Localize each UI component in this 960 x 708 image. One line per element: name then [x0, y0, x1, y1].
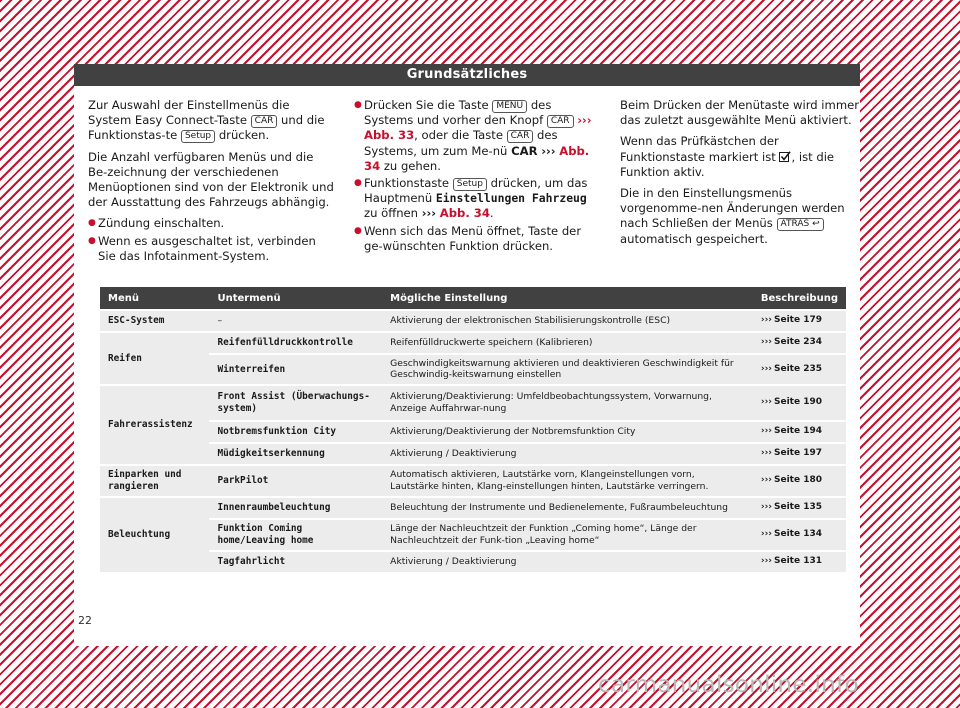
submenu-cell: Notbremsfunktion City: [209, 422, 382, 442]
page-ref-cell[interactable]: ››› Seite 235: [753, 355, 846, 384]
page-ref-cell[interactable]: ››› Seite 234: [753, 333, 846, 353]
page-ref-cell[interactable]: ››› Seite 131: [753, 552, 846, 572]
setting-cell: Aktivierung/Deaktivierung der Notbremsfunktion City: [382, 422, 753, 442]
setting-cell: Länge der Nachleuchtzeit der Funktion „Coming home“, Länge der Nachleuchtzeit der Funk-tion „Leaving home“: [382, 520, 753, 550]
checkbox-checked-icon: [779, 150, 791, 164]
submenu-cell: Müdigkeitserkennung: [209, 444, 382, 464]
car-key: CAR: [507, 130, 534, 143]
setting-cell: Aktivierung / Deaktivierung: [382, 444, 753, 464]
column-header-description: Beschreibung: [753, 287, 846, 309]
table-row: [100, 333, 846, 353]
bullet-ignition: ● Zündung einschalten.: [88, 216, 336, 231]
table-row: [100, 552, 846, 572]
intro-paragraph: Zur Auswahl der Einstellmenüs die System Easy Connect-Taste CAR und die Funktionstas-te Setup drücken.: [88, 98, 325, 143]
page-ref-cell[interactable]: ››› Seite 194: [753, 422, 846, 442]
submenu-cell: Funktion Coming home/Leaving home: [209, 520, 382, 550]
setting-cell: Aktivierung / Deaktivierung: [382, 552, 753, 572]
table-row: [100, 422, 846, 442]
table-header-row: [100, 287, 846, 309]
menu-cell: Einparken und rangieren: [100, 466, 209, 496]
submenu-cell: Winterreifen: [209, 355, 382, 384]
menu-cell: ESC-System: [100, 311, 209, 331]
page-number: 22: [78, 614, 92, 627]
watermark: carmanualsonline.info: [598, 672, 859, 698]
menu-key: MENU: [492, 100, 527, 113]
bullet-setup-key: ● Funktionstaste Setup drücken, um das Hauptmenü Einstellungen Fahrzeug zu öffnen ››› Abb. 34.: [354, 176, 602, 222]
save-paragraph: Die in den Einstellungsmenüs vorgenomme-nen Änderungen werden nach Schließen der Menüs ATRAS ↩ automatisch gespeichert.: [620, 186, 845, 246]
bullet-infotainment: ● Wenn es ausgeschaltet ist, verbinden Sie das Infotainment-System.: [88, 234, 336, 264]
page-ref-cell[interactable]: ››› Seite 135: [753, 498, 846, 518]
setup-key: Setup: [181, 130, 215, 143]
table-row: [100, 466, 846, 496]
table-row: [100, 444, 846, 464]
menu-cell: Reifen: [100, 333, 209, 384]
checkbox-paragraph: Wenn das Prüfkästchen der Funktionstaste markiert ist , ist die Funktion aktiv.: [620, 134, 835, 179]
page-ref-cell[interactable]: ››› Seite 190: [753, 386, 846, 420]
page-ref-cell[interactable]: ››› Seite 179: [753, 311, 846, 331]
table-row: [100, 520, 846, 550]
submenu-cell: ParkPilot: [209, 466, 382, 496]
column-header-setting: Mögliche Einstellung: [382, 287, 753, 309]
bullet-menu-key: ● Drücken Sie die Taste MENU des Systems und vorher den Knopf CAR ››› Abb. 33, oder die Taste CAR des Systems, um zum Me-nü CAR ››› Abb. 34 zu gehen.: [354, 98, 602, 174]
atras-key: ATRAS ↩: [777, 218, 824, 231]
table-row: [100, 311, 846, 331]
text-column-2: [354, 98, 602, 256]
setting-cell: Geschwindigkeitswarnung aktivieren und deaktivieren Geschwindigkeit für Geschwindig-keitswarnung einstellen: [382, 355, 753, 384]
figure-ref[interactable]: Abb. 33: [364, 128, 415, 143]
page-ref-cell[interactable]: ››› Seite 134: [753, 520, 846, 550]
bullet-select-function: ● Wenn sich das Menü öffnet, Taste der ge-wünschten Funktion drücken.: [354, 224, 602, 254]
section-title: Grundsätzliches: [74, 64, 860, 86]
manual-page: [74, 64, 860, 646]
submenu-cell: Reifenfülldruckkontrolle: [209, 333, 382, 353]
car-key: CAR: [251, 115, 278, 128]
figure-ref[interactable]: Abb. 34: [364, 143, 590, 173]
table-row: [100, 498, 846, 518]
submenu-cell: Tagfahrlicht: [209, 552, 382, 572]
submenu-cell: –: [209, 311, 382, 331]
menu-name: Einstellungen Fahrzeug: [435, 191, 587, 206]
last-menu-paragraph: Beim Drücken der Menütaste wird immer das zuletzt ausgewählte Menü aktiviert.: [620, 98, 860, 128]
column-header-menu: Menü: [100, 287, 209, 309]
setting-cell: Aktivierung/Deaktivierung: Umfeldbeobachtungssystem, Vorwarnung, Anzeige Auffahrwar-nung: [382, 386, 753, 420]
table-row: [100, 355, 846, 384]
car-key: CAR: [547, 115, 574, 128]
menus-paragraph: Die Anzahl verfügbaren Menüs und die Be-zeichnung der verschiedenen Menüoptionen sind von der Elektronik und der Ausstattung des Fahrzeugs abhängig.: [88, 149, 334, 210]
column-header-submenu: Untermenü: [209, 287, 382, 309]
page-ref-cell[interactable]: ››› Seite 180: [753, 466, 846, 496]
setting-cell: Aktivierung der elektronischen Stabilisierungskontrolle (ESC): [382, 311, 753, 331]
settings-table: [100, 285, 846, 574]
submenu-cell: Front Assist (Überwachungs-system): [209, 386, 382, 420]
menu-cell: Fahrerassistenz: [100, 386, 209, 464]
submenu-cell: Innenraumbeleuchtung: [209, 498, 382, 518]
setup-key: Setup: [453, 178, 487, 191]
setting-cell: Beleuchtung der Instrumente und Bedienelemente, Fußraumbeleuchtung: [382, 498, 753, 518]
text-column-1: [88, 98, 336, 266]
table-row: [100, 386, 846, 420]
menu-cell: Beleuchtung: [100, 498, 209, 572]
page-ref-cell[interactable]: ››› Seite 197: [753, 444, 846, 464]
back-arrow-icon: ↩: [812, 219, 820, 230]
setting-cell: Automatisch aktivieren, Lautstärke vorn, Klangeinstellungen vorn, Lautstärke hinten, Klang-einstellungen hinten, Lautstärke verringern.: [382, 466, 753, 496]
text-column-3: [620, 98, 864, 253]
figure-ref[interactable]: Abb. 34: [439, 206, 490, 221]
setting-cell: Reifenfülldruckwerte speichern (Kalibrieren): [382, 333, 753, 353]
